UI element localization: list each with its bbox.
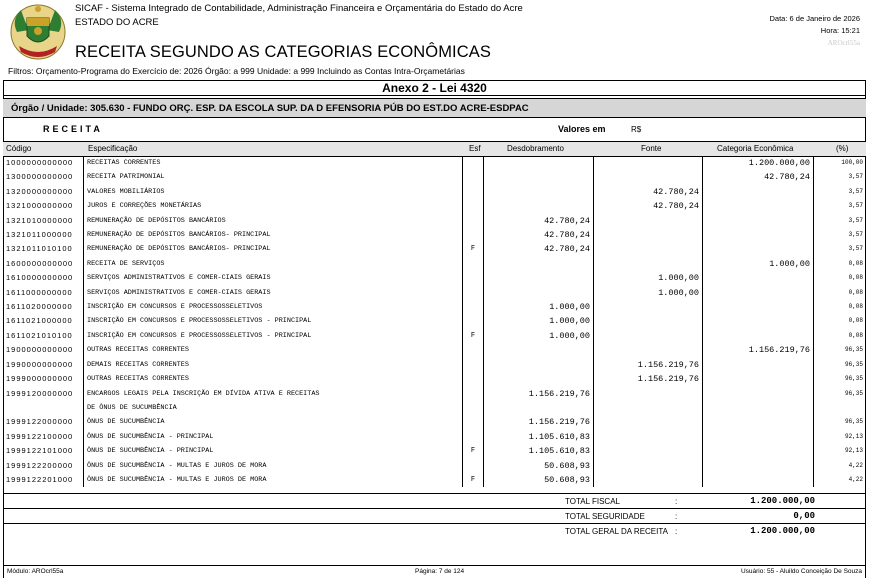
row-fonte: 1.000,00 <box>594 286 703 300</box>
row-code: 1320000000000 <box>6 186 74 196</box>
row-specification: ÔNUS DE SUCUMBÊNCIA <box>84 415 463 429</box>
row-categoria <box>703 473 814 487</box>
row-specification: JUROS E CORREÇÕES MONETÁRIAS <box>84 199 463 213</box>
row-code: 1321000000000 <box>6 201 74 211</box>
total-colon: : <box>675 512 678 521</box>
row-desdobramento <box>484 358 594 372</box>
row-esf <box>463 286 484 300</box>
row-percent: 0,08 <box>814 300 867 314</box>
row-categoria <box>703 185 814 199</box>
annex-title: Anexo 2 - Lei 4320 <box>3 80 866 96</box>
row-desdobramento: 50.608,93 <box>484 473 594 487</box>
row-fonte <box>594 300 703 314</box>
row-code: 1900000000000 <box>6 345 74 355</box>
row-desdobramento: 1.000,00 <box>484 329 594 343</box>
row-desdobramento <box>484 372 594 386</box>
row-specification: SERVIÇOS ADMINISTRATIVOS E COMER-CIAIS GERAIS <box>84 286 463 300</box>
row-fonte: 42.780,24 <box>594 199 703 213</box>
row-code: 1611020000000 <box>6 302 73 312</box>
row-esf <box>463 372 484 386</box>
row-categoria <box>703 271 814 285</box>
row-fonte <box>594 415 703 429</box>
row-categoria <box>703 329 814 343</box>
row-desdobramento: 1.105.610,83 <box>484 430 594 444</box>
row-categoria: 42.780,24 <box>703 170 814 184</box>
row-desdobramento: 1.000,00 <box>484 300 594 314</box>
report-header <box>3 0 866 66</box>
footer-module: Módulo: AROcrl55a <box>7 568 64 575</box>
row-categoria <box>703 300 814 314</box>
row-categoria: 1.000,00 <box>703 257 814 271</box>
row-code: 1610000000000 <box>6 273 74 283</box>
row-esf <box>463 170 484 184</box>
total-value: 1.200.000,00 <box>750 526 815 536</box>
row-specification: VALORES MOBILIÁRIOS <box>84 185 463 199</box>
row-specification: RECEITA DE SERVIÇOS <box>84 257 463 271</box>
row-categoria <box>703 444 814 458</box>
row-categoria <box>703 387 814 401</box>
total-value: 1.200.000,00 <box>750 496 815 506</box>
table-row <box>3 156 866 170</box>
row-esf <box>463 401 484 415</box>
table-row <box>3 372 866 386</box>
row-percent: 3,57 <box>814 170 867 184</box>
col-spec: Especificação <box>88 144 138 153</box>
row-categoria <box>703 199 814 213</box>
system-name: SICAF - Sistema Integrado de Contabilidade, Administração Financeira e Orçamentária do Estado do Acre <box>75 3 523 14</box>
row-percent: 3,57 <box>814 228 867 242</box>
row-esf <box>463 257 484 271</box>
row-percent: 3,57 <box>814 214 867 228</box>
col-pct: (%) <box>836 144 849 153</box>
row-esf: F <box>463 444 484 458</box>
row-specification: OUTRAS RECEITAS CORRENTES <box>84 372 463 386</box>
row-fonte <box>594 228 703 242</box>
row-categoria <box>703 459 814 473</box>
col-code: Código <box>6 144 32 153</box>
row-code: 1999122201000 <box>6 474 74 484</box>
row-desdobramento: 42.780,24 <box>484 214 594 228</box>
row-fonte: 1.000,00 <box>594 271 703 285</box>
total-colon: : <box>675 527 678 536</box>
row-categoria <box>703 372 814 386</box>
row-fonte <box>594 401 703 415</box>
row-code: 1611021000000 <box>6 316 73 326</box>
filters-line: Filtros: Orçamento-Programa do Exercício de: 2026 Órgão: a 999 Unidade: a 999 Incluindo as Contas Intra-Orçametárias <box>8 66 465 76</box>
row-code <box>3 401 84 415</box>
row-percent: 4,22 <box>814 473 867 487</box>
row-categoria: 1.156.219,76 <box>703 343 814 357</box>
currency-label: R$ <box>631 125 642 134</box>
row-specification: OUTRAS RECEITAS CORRENTES <box>84 343 463 357</box>
total-label: TOTAL GERAL DA RECEITA <box>565 527 668 536</box>
row-fonte <box>594 444 703 458</box>
total-row <box>3 508 866 524</box>
row-esf <box>463 358 484 372</box>
row-specification: REMUNERAÇÃO DE DEPÓSITOS BANCÁRIOS- PRINCIPAL <box>84 228 463 242</box>
row-fonte <box>594 242 703 256</box>
row-esf <box>463 228 484 242</box>
table-row <box>3 430 866 444</box>
row-fonte: 1.156.219,76 <box>594 358 703 372</box>
row-specification: REMUNERAÇÃO DE DEPÓSITOS BANCÁRIOS <box>84 214 463 228</box>
row-desdobramento <box>484 185 594 199</box>
row-specification: INSCRIÇÃO EM CONCURSOS E PROCESSOSSELETIVOS - PRINCIPAL <box>84 314 463 328</box>
row-fonte: 42.780,24 <box>594 185 703 199</box>
table-row <box>3 358 866 372</box>
footer-page: Página: 7 de 124 <box>415 568 465 575</box>
row-code: 1321011000000 <box>6 230 73 240</box>
row-desdobramento: 1.000,00 <box>484 314 594 328</box>
table-row <box>3 415 866 429</box>
row-percent: 92,13 <box>814 444 867 458</box>
row-percent: 0,08 <box>814 271 867 285</box>
table-row <box>3 300 866 314</box>
row-code: 1611000000000 <box>6 287 73 297</box>
row-categoria <box>703 314 814 328</box>
total-colon: : <box>675 497 678 506</box>
table-row <box>3 401 866 415</box>
row-percent: 0,08 <box>814 329 867 343</box>
row-specification: ÔNUS DE SUCUMBÊNCIA - MULTAS E JUROS DE MORA <box>84 459 463 473</box>
row-categoria <box>703 415 814 429</box>
row-esf <box>463 314 484 328</box>
row-esf <box>463 459 484 473</box>
row-fonte: 1.156.219,76 <box>594 372 703 386</box>
row-percent: 4,22 <box>814 459 867 473</box>
row-desdobramento <box>484 401 594 415</box>
row-fonte <box>594 387 703 401</box>
row-esf <box>463 199 484 213</box>
row-specification: RECEITA PATRIMONIAL <box>84 170 463 184</box>
row-esf <box>463 214 484 228</box>
col-desdobramento: Desdobramento <box>507 144 564 153</box>
row-categoria <box>703 286 814 300</box>
row-percent: 0,08 <box>814 314 867 328</box>
row-fonte <box>594 329 703 343</box>
row-specification: DE ÔNUS DE SUCUMBÊNCIA <box>84 401 463 415</box>
row-code: 1321011010100 <box>6 244 73 254</box>
row-esf <box>463 156 484 170</box>
row-percent: 0,08 <box>814 286 867 300</box>
row-fonte <box>594 170 703 184</box>
row-desdobramento: 50.608,93 <box>484 459 594 473</box>
row-percent: 96,35 <box>814 343 867 357</box>
section-label: RECEITA <box>43 124 103 134</box>
row-code: 1321010000000 <box>6 215 74 225</box>
row-specification: INSCRIÇÃO EM CONCURSOS E PROCESSOSSELETIVOS - PRINCIPAL <box>84 329 463 343</box>
row-percent: 96,35 <box>814 415 867 429</box>
row-desdobramento: 42.780,24 <box>484 242 594 256</box>
row-categoria <box>703 242 814 256</box>
row-desdobramento <box>484 286 594 300</box>
table-row <box>3 343 866 357</box>
row-specification: RECEITAS CORRENTES <box>84 156 463 170</box>
state-name: ESTADO DO ACRE <box>75 17 159 28</box>
row-desdobramento <box>484 199 594 213</box>
row-desdobramento <box>484 271 594 285</box>
col-esf: Esf <box>469 144 481 153</box>
row-specification: ÔNUS DE SUCUMBÊNCIA - MULTAS E JUROS DE MORA <box>84 473 463 487</box>
table-row <box>3 387 866 401</box>
total-label: TOTAL FISCAL <box>565 497 620 506</box>
row-esf <box>463 300 484 314</box>
state-coat-of-arms-icon <box>7 2 69 62</box>
table-row <box>3 329 866 343</box>
row-percent: 3,57 <box>814 199 867 213</box>
report-code: AROcrl55a <box>827 39 860 47</box>
row-desdobramento: 1.156.219,76 <box>484 387 594 401</box>
row-specification: ÔNUS DE SUCUMBÊNCIA - PRINCIPAL <box>84 430 463 444</box>
row-percent: 3,57 <box>814 242 867 256</box>
row-specification: SERVIÇOS ADMINISTRATIVOS E COMER-CIAIS GERAIS <box>84 271 463 285</box>
row-fonte <box>594 257 703 271</box>
row-esf <box>463 271 484 285</box>
table-row <box>3 444 866 458</box>
row-fonte <box>594 430 703 444</box>
row-percent <box>814 401 867 415</box>
row-specification: DEMAIS RECEITAS CORRENTES <box>84 358 463 372</box>
row-percent: 100,00 <box>814 156 867 170</box>
row-percent: 96,35 <box>814 387 867 401</box>
row-fonte <box>594 473 703 487</box>
row-desdobramento: 1.105.610,83 <box>484 444 594 458</box>
table-row <box>3 286 866 300</box>
row-esf <box>463 387 484 401</box>
row-esf <box>463 430 484 444</box>
row-percent: 92,13 <box>814 430 867 444</box>
row-fonte <box>594 343 703 357</box>
row-specification: ENCARGOS LEGAIS PELA INSCRIÇÃO EM DÍVIDA ATIVA E RECEITAS <box>84 387 463 401</box>
row-specification: REMUNERAÇÃO DE DEPÓSITOS BANCÁRIOS- PRINCIPAL <box>84 242 463 256</box>
row-esf: F <box>463 329 484 343</box>
row-esf <box>463 415 484 429</box>
total-label: TOTAL SEGURIDADE <box>565 512 645 521</box>
row-fonte <box>594 156 703 170</box>
row-categoria <box>703 358 814 372</box>
row-categoria <box>703 430 814 444</box>
col-fonte: Fonte <box>641 144 662 153</box>
table-row <box>3 271 866 285</box>
report-time: Hora: 15:21 <box>820 26 860 35</box>
table-row <box>3 185 866 199</box>
org-unit-bar: Órgão / Unidade: 305.630 - FUNDO ORÇ. ESP. DA ESCOLA SUP. DA D EFENSORIA PÚB DO EST.DO ACRE-ESDPAC <box>3 98 866 118</box>
table-row <box>3 228 866 242</box>
row-esf: F <box>463 242 484 256</box>
total-value: 0,00 <box>793 511 815 521</box>
total-row <box>3 523 866 539</box>
row-code: 1999122101000 <box>6 446 74 456</box>
row-fonte <box>594 214 703 228</box>
row-esf <box>463 343 484 357</box>
row-desdobramento <box>484 170 594 184</box>
report-date: Data: 6 de Janeiro de 2026 <box>769 14 860 23</box>
row-code: 1990000000000 <box>6 359 74 369</box>
row-code: 1999122200000 <box>6 460 74 470</box>
revenue-table <box>3 156 866 487</box>
row-desdobramento: 1.156.219,76 <box>484 415 594 429</box>
row-categoria: 1.200.000,00 <box>703 156 814 170</box>
row-categoria <box>703 228 814 242</box>
table-row <box>3 214 866 228</box>
row-specification: ÔNUS DE SUCUMBÊNCIA - PRINCIPAL <box>84 444 463 458</box>
table-row <box>3 459 866 473</box>
values-label: Valores em <box>558 124 606 134</box>
table-row <box>3 257 866 271</box>
row-code: 1000000000000 <box>6 158 74 167</box>
report-footer <box>3 565 866 579</box>
section-header <box>3 121 866 135</box>
row-fonte <box>594 314 703 328</box>
report-title: RECEITA SEGUNDO AS CATEGORIAS ECONÔMICAS <box>75 43 491 61</box>
total-row <box>3 493 866 509</box>
row-code: 1611021010100 <box>6 330 73 340</box>
row-desdobramento <box>484 156 594 170</box>
row-categoria <box>703 214 814 228</box>
row-desdobramento <box>484 343 594 357</box>
row-esf: F <box>463 473 484 487</box>
row-desdobramento <box>484 257 594 271</box>
row-code: 1999120000000 <box>6 388 74 398</box>
row-percent: 96,35 <box>814 372 867 386</box>
row-code: 1999000000000 <box>6 374 74 384</box>
table-header <box>3 141 866 157</box>
row-code: 1600000000000 <box>6 258 74 268</box>
row-fonte <box>594 459 703 473</box>
row-percent: 3,57 <box>814 185 867 199</box>
col-categoria: Categoria Econômica <box>717 144 794 153</box>
table-row <box>3 314 866 328</box>
row-code: 1999122000000 <box>6 417 74 427</box>
row-categoria <box>703 401 814 415</box>
footer-user: Usuário: 55 - Aluildo Conceição De Souza <box>740 568 862 575</box>
row-code: 1999122100000 <box>6 431 74 441</box>
report-page <box>3 0 866 580</box>
row-code: 1300000000000 <box>6 172 74 182</box>
table-row <box>3 473 866 487</box>
row-percent: 0,08 <box>814 257 867 271</box>
table-row <box>3 242 866 256</box>
row-esf <box>463 185 484 199</box>
table-row <box>3 199 866 213</box>
row-percent: 96,35 <box>814 358 867 372</box>
table-row <box>3 170 866 184</box>
row-desdobramento: 42.780,24 <box>484 228 594 242</box>
row-specification: INSCRIÇÃO EM CONCURSOS E PROCESSOSSELETIVOS <box>84 300 463 314</box>
